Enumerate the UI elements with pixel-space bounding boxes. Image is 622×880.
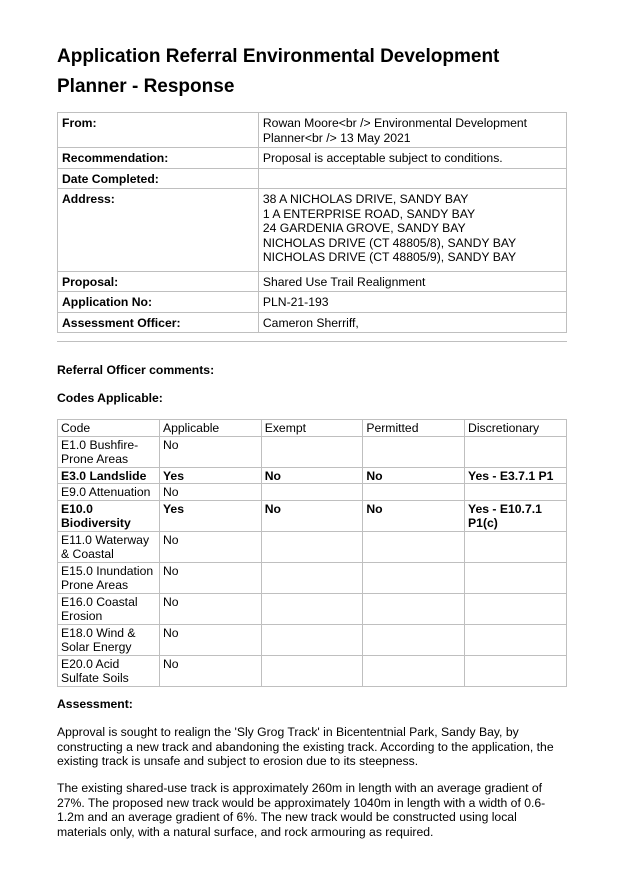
column-header: Applicable: [159, 420, 261, 437]
applicable-cell-text: No: [162, 485, 179, 499]
code-cell-text: E9.0 Attenuation: [61, 485, 151, 499]
discretionary-cell: [465, 593, 567, 624]
codes-header-row: [58, 420, 567, 437]
discretionary-cell-text: Yes - E10.7.1: [468, 501, 542, 516]
title-line-2: Planner - Response: [57, 76, 235, 97]
address-line: 24 GARDENIA GROVE, SANDY BAY: [262, 221, 466, 235]
codes-table: [57, 419, 567, 687]
permitted-cell: [363, 562, 465, 593]
code-cell-text: Biodiversity: [61, 516, 131, 530]
codes-table-row: [58, 655, 567, 686]
application-no-label: Application No:: [58, 292, 259, 313]
column-header: Discretionary: [465, 420, 567, 437]
applicable-cell: [159, 500, 261, 531]
exempt-cell: [261, 531, 363, 562]
permitted-cell: [363, 593, 465, 624]
applicable-cell-text: No: [162, 594, 179, 609]
code-cell: [58, 562, 160, 593]
permitted-cell: [363, 436, 465, 467]
exempt-cell: [261, 593, 363, 624]
applicable-cell: [159, 467, 261, 484]
discretionary-cell: [465, 436, 567, 467]
code-cell-text: E1.0 Bushfire-: [61, 437, 139, 452]
discretionary-cell-text: Yes - E3.7.1 P1: [468, 468, 554, 483]
code-cell: [58, 484, 160, 501]
discretionary-cell: [465, 467, 567, 484]
code-cell-text: E15.0 Inundation: [61, 563, 154, 578]
codes-table-row: [58, 500, 567, 531]
date-completed-row: [58, 168, 567, 189]
exempt-cell: [261, 624, 363, 655]
recommendation-value: Proposal is acceptable subject to conditions.: [258, 148, 566, 169]
codes-table-row: [58, 531, 567, 562]
exempt-cell-text: No: [264, 468, 281, 483]
applicable-cell: [159, 562, 261, 593]
exempt-cell: [261, 436, 363, 467]
code-cell: [58, 500, 160, 531]
code-cell-text: Prone Areas: [61, 578, 129, 592]
applicable-cell: [159, 655, 261, 686]
code-cell-text: E16.0 Coastal: [61, 594, 138, 609]
applicable-cell: [159, 531, 261, 562]
paragraph-line: The existing shared-use track is approximately 260m in length with an average gradient of: [57, 781, 543, 795]
paragraph-line: Approval is sought to realign the 'Sly Grog Track' in Bicententnial Park, Sandy Bay, by: [57, 725, 519, 739]
applicable-cell-text: Yes: [162, 501, 184, 516]
codes-applicable-heading: Codes Applicable:: [57, 391, 163, 405]
column-header: Permitted: [363, 420, 465, 437]
code-cell: [58, 436, 160, 467]
code-cell-text: E11.0 Waterway: [61, 532, 150, 547]
assessment-officer-label: Assessment Officer:: [58, 312, 259, 333]
address-line: NICHOLAS DRIVE (CT 48805/9), SANDY BAY: [262, 250, 517, 264]
permitted-cell-text: No: [366, 501, 383, 516]
code-cell-text: Sulfate Soils: [61, 671, 129, 685]
codes-table-row: [58, 624, 567, 655]
code-cell-text: Prone Areas: [61, 452, 129, 466]
discretionary-cell: [465, 624, 567, 655]
applicable-cell-text: Yes: [162, 468, 184, 483]
from-value: [258, 113, 566, 148]
column-header: Exempt: [261, 420, 363, 437]
discretionary-cell: [465, 531, 567, 562]
title-line-1: Application Referral Environmental Development: [57, 46, 500, 67]
codes-table-row: [58, 467, 567, 484]
discretionary-cell: [465, 562, 567, 593]
page-title: [57, 42, 577, 102]
permitted-cell: [363, 655, 465, 686]
permitted-cell: [363, 484, 465, 501]
exempt-cell: [261, 655, 363, 686]
exempt-cell: [261, 562, 363, 593]
assessment-officer-row: [58, 312, 567, 333]
address-line: 1 A ENTERPRISE ROAD, SANDY BAY: [262, 206, 476, 221]
paragraph-line: constructing a new track and abandoning the existing track. According to the application, the: [57, 739, 554, 754]
applicable-cell: [159, 624, 261, 655]
discretionary-cell-text: P1(c): [468, 516, 498, 530]
codes-table-row: [58, 593, 567, 624]
codes-table-row: [58, 484, 567, 501]
permitted-cell-text: No: [366, 468, 383, 483]
application-no-value: PLN-21-193: [258, 292, 566, 313]
application-no-row: [58, 292, 567, 313]
section-divider: [57, 341, 567, 342]
permitted-cell: [363, 500, 465, 531]
codes-table-row: [58, 436, 567, 467]
discretionary-cell: [465, 500, 567, 531]
column-header: Code: [58, 420, 160, 437]
referral-comments-heading: Referral Officer comments:: [57, 363, 215, 377]
exempt-cell: [261, 467, 363, 484]
code-cell-text: E20.0 Acid: [61, 656, 120, 671]
proposal-value: Shared Use Trail Realignment: [258, 271, 566, 292]
applicable-cell: [159, 484, 261, 501]
referral-info-table: [57, 112, 567, 333]
paragraph-line: existing track is unsafe and subject to erosion due to its steepness.: [57, 754, 419, 768]
applicable-cell-text: No: [162, 563, 179, 578]
code-cell-text: Solar Energy: [61, 640, 132, 654]
code-cell: [58, 593, 160, 624]
from-row: [58, 113, 567, 148]
assessment-paragraph-2: [57, 781, 567, 839]
date-completed-value: [258, 168, 566, 189]
code-cell: [58, 531, 160, 562]
applicable-cell: [159, 593, 261, 624]
address-row: [58, 189, 567, 272]
from-value-line: Rowan Moore<br /> Environmental Development: [262, 116, 528, 130]
recommendation-label: Recommendation:: [58, 148, 259, 169]
paragraph-line: 27%. The proposed new track would be approximately 1040m in length with a width of 0.6-: [57, 795, 546, 810]
code-cell: [58, 655, 160, 686]
applicable-cell-text: No: [162, 437, 179, 452]
discretionary-cell: [465, 655, 567, 686]
date-completed-label: Date Completed:: [58, 168, 259, 189]
address-value: [258, 189, 566, 272]
exempt-cell-text: No: [264, 501, 281, 516]
permitted-cell: [363, 624, 465, 655]
codes-table-row: [58, 562, 567, 593]
permitted-cell: [363, 467, 465, 484]
paragraph-line: materials only, with a natural surface, and rock armouring as required.: [57, 824, 434, 839]
code-cell: [58, 467, 160, 484]
code-cell: [58, 624, 160, 655]
paragraph-line: 1.2m and an average gradient of 6%. The new track would be constructed using local: [57, 810, 517, 824]
applicable-cell-text: No: [162, 656, 179, 671]
address-label: Address:: [58, 189, 259, 272]
proposal-label: Proposal:: [58, 271, 259, 292]
address-line: NICHOLAS DRIVE (CT 48805/8), SANDY BAY: [262, 235, 517, 250]
applicable-cell: [159, 436, 261, 467]
applicable-cell-text: No: [162, 532, 179, 547]
from-value-line: Planner<br /> 13 May 2021: [262, 130, 411, 145]
discretionary-cell: [465, 484, 567, 501]
assessment-officer-value: Cameron Sherriff,: [258, 312, 566, 333]
from-label: From:: [58, 113, 259, 148]
recommendation-row: [58, 148, 567, 169]
code-cell-text: E3.0 Landslide: [61, 468, 147, 483]
code-cell-text: E10.0: [61, 501, 93, 516]
permitted-cell: [363, 531, 465, 562]
code-cell-text: Erosion: [61, 609, 103, 623]
exempt-cell: [261, 500, 363, 531]
applicable-cell-text: No: [162, 625, 179, 640]
code-cell-text: E18.0 Wind &: [61, 625, 136, 640]
address-line: 38 A NICHOLAS DRIVE, SANDY BAY: [262, 192, 469, 206]
exempt-cell: [261, 484, 363, 501]
proposal-row: [58, 271, 567, 292]
assessment-heading: Assessment:: [57, 697, 133, 711]
code-cell-text: & Coastal: [61, 547, 114, 561]
assessment-paragraph-1: [57, 725, 567, 769]
